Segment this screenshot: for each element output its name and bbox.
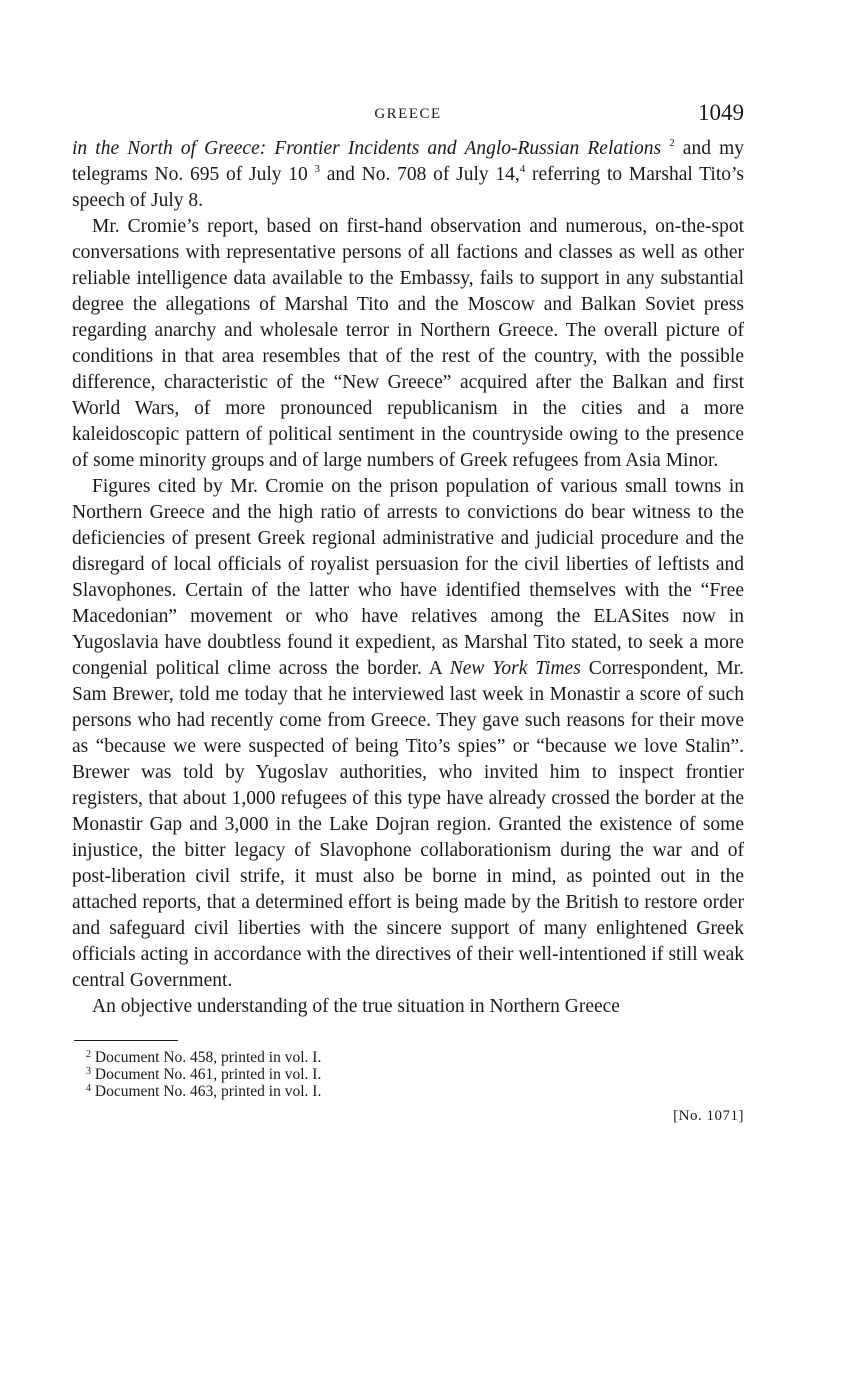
footnotes: [72, 1049, 744, 1100]
footnote-text: Document No. 463, printed in vol. I.: [91, 1083, 322, 1100]
paragraph-1: [72, 136, 744, 214]
paragraph-1-text-b: and No. 708 of July 14,: [320, 164, 520, 185]
footnote-mark: 3: [86, 1066, 91, 1077]
running-head: GREECE: [374, 106, 442, 122]
paragraph-1-text-c: referring to Marshal Tito’s speech of July 8.: [72, 164, 744, 211]
footnote-divider: [74, 1040, 178, 1041]
footnote-ref-2: 2: [669, 137, 675, 149]
report-title-italic: in the North of Greece: Frontier Incidents and Anglo-Russian Relations: [72, 138, 662, 159]
footnote-ref-3: 3: [314, 163, 321, 175]
newspaper-title-italic: New York Times: [449, 658, 581, 679]
footnote-3: [86, 1066, 744, 1083]
paragraph-2: Mr. Cromie’s report, based on first-hand observation and numerous, on-the-spot conversations with representative persons of all factions and classes as well as other reliable intelligence data available to the Embassy, fails to support in any substantial degree the allegations of Marshal Tito and the Moscow and Balkan Soviet press regarding anarchy and wholesale terror in Northern Greece. The overall picture of conditions in that area resembles that of the rest of the country, with the possible difference, characteristic of the “New Greece” acquired after the Balkan and first World Wars, of more pronounced republicanism in the cities and a more kaleidoscopic pattern of political sentiment in the countryside owing to the presence of some minority groups and of large numbers of Greek refugees from Asia Minor.: [72, 216, 744, 471]
paragraph-3: [72, 474, 744, 994]
page-number: 1049: [698, 100, 744, 125]
paragraph-3-text-a: Figures cited by Mr. Cromie on the prison population of various small towns in Northern Greece and the high ratio of arrests to convictions do bear witness to the deficiencies of present Greek regional administrative and judicial procedure and the disregard of local officials of royalist persuasion for the civil liberties of leftists and Slavophones. Certain of the latter who have identified themselves with the “Free Macedonian” movement or who have relatives among the ELASites now in Yugoslavia have doubtless found it expedient, as Marshal Tito stated, to seek a more congenial political clime across the border. A: [72, 476, 744, 679]
footnote-ref-4: 4: [519, 163, 526, 175]
footnote-4: [86, 1083, 744, 1100]
footnote-mark: 4: [86, 1083, 91, 1094]
document-reference: [No. 1071]: [673, 1108, 744, 1124]
paragraph-3-text-b: Correspondent, Mr. Sam Brewer, told me today that he interviewed last week in Monastir a score of such persons who had recently come from Greece. They gave such reasons for their move as “because we were suspected of being Tito’s spies” or “because we love Stalin”. Brewer was told by Yugoslav authorities, who invited him to inspect frontier registers, that about 1,000 refugees of this type have already crossed the border at the Monastir Gap and 3,000 in the Lake Dojran region. Granted the existence of some injustice, the bitter legacy of Slavophone collaborationism during the war and of post-liberation civil strife, it must also be borne in mind, as pointed out in the attached reports, that a determined effort is being made by the British to restore order and safeguard civil liberties with the sincere support of many enlightened Greek officials acting in accordance with the directives of their well-intentioned if still weak central Government.: [72, 658, 744, 991]
page-header: [72, 100, 744, 136]
footnote-text: Document No. 458, printed in vol. I.: [91, 1049, 322, 1066]
footnote-2: [86, 1049, 744, 1066]
paragraph-1-text-a: and my telegrams No. 695 of July 10: [72, 138, 745, 185]
footnote-mark: 2: [86, 1049, 91, 1060]
footnote-text: Document No. 461, printed in vol. I.: [91, 1066, 322, 1083]
document-page: [72, 100, 744, 1125]
body-text: [72, 136, 744, 1020]
paragraph-4: An objective understanding of the true situation in Northern Greece: [92, 996, 620, 1017]
